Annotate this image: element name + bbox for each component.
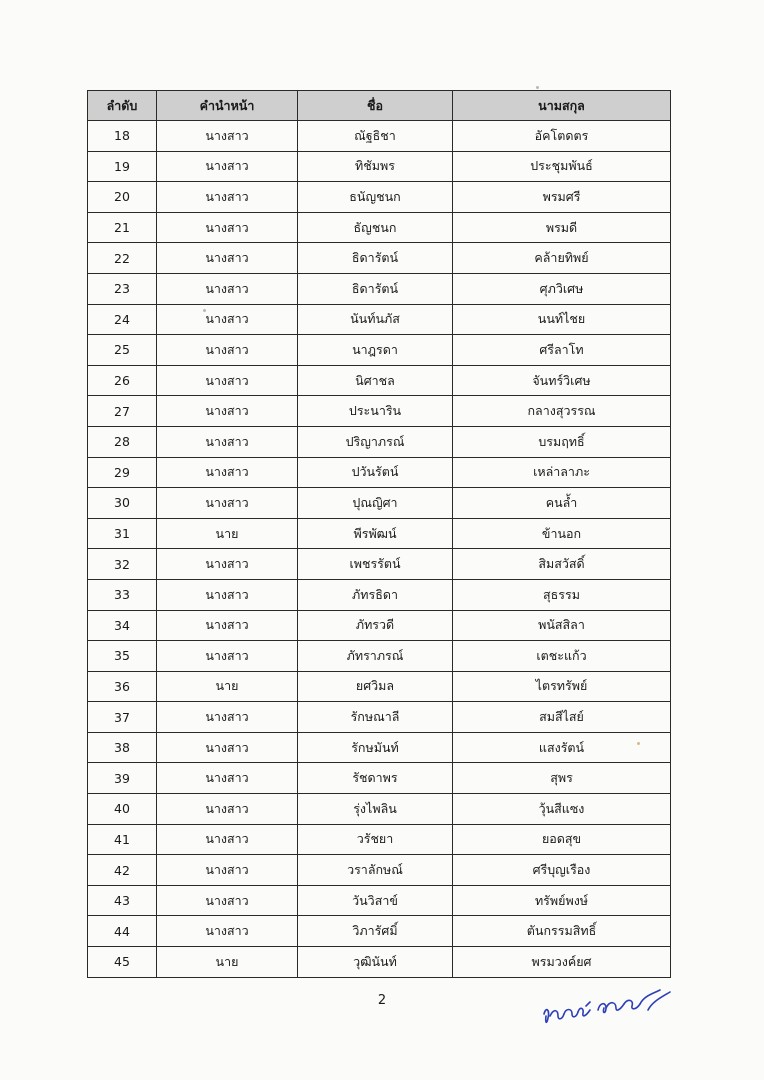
- row-order: 44: [88, 916, 157, 947]
- row-order: 41: [88, 824, 157, 855]
- row-prefix: นางสาว: [157, 702, 298, 733]
- header-prefix: คำนำหน้า: [157, 91, 298, 121]
- row-prefix: นางสาว: [157, 457, 298, 488]
- row-first-name: รัชดาพร: [298, 763, 453, 794]
- row-prefix: นางสาว: [157, 549, 298, 580]
- row-prefix: นาย: [157, 518, 298, 549]
- table-row: [88, 182, 671, 213]
- row-order: 36: [88, 671, 157, 702]
- table-header-row: [88, 91, 671, 121]
- row-order: 30: [88, 488, 157, 519]
- row-last-name: พรมวงค์ยศ: [453, 947, 671, 978]
- row-last-name: สมสีไสย์: [453, 702, 671, 733]
- table-row: [88, 610, 671, 641]
- scan-speck: [536, 86, 539, 89]
- row-order: 25: [88, 335, 157, 366]
- row-prefix: นางสาว: [157, 151, 298, 182]
- row-first-name: ธิดารัตน์: [298, 243, 453, 274]
- row-order: 43: [88, 885, 157, 916]
- row-order: 28: [88, 426, 157, 457]
- row-first-name: รักษมันท์: [298, 732, 453, 763]
- row-order: 35: [88, 641, 157, 672]
- table-body: [88, 121, 671, 978]
- row-order: 34: [88, 610, 157, 641]
- table-row: [88, 243, 671, 274]
- row-prefix: นางสาว: [157, 763, 298, 794]
- row-first-name: รุ่งไพลิน: [298, 794, 453, 825]
- row-last-name: สุพร: [453, 763, 671, 794]
- row-order: 27: [88, 396, 157, 427]
- row-prefix: นางสาว: [157, 243, 298, 274]
- handwritten-signature: [536, 980, 676, 1030]
- table-row: [88, 732, 671, 763]
- table-row: [88, 365, 671, 396]
- row-prefix: นาย: [157, 671, 298, 702]
- row-last-name: บรมฤทธิ์: [453, 426, 671, 457]
- row-last-name: ตันกรรมสิทธิ์: [453, 916, 671, 947]
- row-last-name: พรมศรี: [453, 182, 671, 213]
- row-prefix: นางสาว: [157, 304, 298, 335]
- row-last-name: จันทร์วิเศษ: [453, 365, 671, 396]
- row-order: 22: [88, 243, 157, 274]
- table-row: [88, 885, 671, 916]
- row-order: 19: [88, 151, 157, 182]
- page-number: 2: [377, 993, 387, 1008]
- row-order: 32: [88, 549, 157, 580]
- row-last-name: ไตรทรัพย์: [453, 671, 671, 702]
- row-order: 20: [88, 182, 157, 213]
- row-last-name: นนท์ไชย: [453, 304, 671, 335]
- row-order: 39: [88, 763, 157, 794]
- row-order: 33: [88, 579, 157, 610]
- row-prefix: นาย: [157, 947, 298, 978]
- table-row: [88, 824, 671, 855]
- row-last-name: เตชะแก้ว: [453, 641, 671, 672]
- table-row: [88, 702, 671, 733]
- row-prefix: นางสาว: [157, 916, 298, 947]
- row-order: 21: [88, 212, 157, 243]
- row-last-name: เหล่าลาภะ: [453, 457, 671, 488]
- row-last-name: ข้านอก: [453, 518, 671, 549]
- row-first-name: รักษณาลี: [298, 702, 453, 733]
- row-first-name: ยศวิมล: [298, 671, 453, 702]
- table-row: [88, 518, 671, 549]
- row-first-name: ปวันรัตน์: [298, 457, 453, 488]
- row-first-name: วรัชยา: [298, 824, 453, 855]
- row-last-name: แสงรัตน์: [453, 732, 671, 763]
- row-prefix: นางสาว: [157, 121, 298, 152]
- row-last-name: วุ้นสีแซง: [453, 794, 671, 825]
- row-prefix: นางสาว: [157, 365, 298, 396]
- row-prefix: นางสาว: [157, 182, 298, 213]
- row-last-name: ประชุมพันธ์: [453, 151, 671, 182]
- header-order: ลำดับ: [88, 91, 157, 121]
- row-first-name: ภัทราภรณ์: [298, 641, 453, 672]
- row-first-name: วิภารัศมิ์: [298, 916, 453, 947]
- row-last-name: พรมดี: [453, 212, 671, 243]
- row-last-name: กลางสุวรรณ: [453, 396, 671, 427]
- table-row: [88, 396, 671, 427]
- table-row: [88, 916, 671, 947]
- row-last-name: ศรีลาโท: [453, 335, 671, 366]
- table-row: [88, 273, 671, 304]
- row-prefix: นางสาว: [157, 885, 298, 916]
- table-row: [88, 671, 671, 702]
- row-first-name: ธนัญชนก: [298, 182, 453, 213]
- row-order: 26: [88, 365, 157, 396]
- row-last-name: ศรีบุญเรือง: [453, 855, 671, 886]
- row-prefix: นางสาว: [157, 824, 298, 855]
- row-order: 38: [88, 732, 157, 763]
- table-row: [88, 335, 671, 366]
- row-first-name: วราลักษณ์: [298, 855, 453, 886]
- row-order: 31: [88, 518, 157, 549]
- row-order: 45: [88, 947, 157, 978]
- row-prefix: นางสาว: [157, 579, 298, 610]
- row-last-name: ยอดสุข: [453, 824, 671, 855]
- table-row: [88, 457, 671, 488]
- table-row: [88, 151, 671, 182]
- row-first-name: ณัฐธิชา: [298, 121, 453, 152]
- table-row: [88, 488, 671, 519]
- row-last-name: พนัสสิลา: [453, 610, 671, 641]
- row-first-name: ภัทรวดี: [298, 610, 453, 641]
- row-order: 24: [88, 304, 157, 335]
- row-first-name: วุฒินันท์: [298, 947, 453, 978]
- header-last-name: นามสกุล: [453, 91, 671, 121]
- table-row: [88, 641, 671, 672]
- row-prefix: นางสาว: [157, 273, 298, 304]
- table-row: [88, 794, 671, 825]
- table-row: [88, 763, 671, 794]
- row-prefix: นางสาว: [157, 426, 298, 457]
- row-order: 18: [88, 121, 157, 152]
- row-prefix: นางสาว: [157, 335, 298, 366]
- row-first-name: ธัญชนก: [298, 212, 453, 243]
- row-first-name: นันท์นภัส: [298, 304, 453, 335]
- row-last-name: สุธรรม: [453, 579, 671, 610]
- row-first-name: ทิชัมพร: [298, 151, 453, 182]
- row-prefix: นางสาว: [157, 488, 298, 519]
- table-row: [88, 426, 671, 457]
- table-row: [88, 855, 671, 886]
- row-last-name: สิมสวัสดิ์: [453, 549, 671, 580]
- row-prefix: นางสาว: [157, 641, 298, 672]
- table-row: [88, 304, 671, 335]
- row-prefix: นางสาว: [157, 732, 298, 763]
- table-row: [88, 121, 671, 152]
- row-first-name: ปริญาภรณ์: [298, 426, 453, 457]
- row-last-name: ทรัพย์พงษ์: [453, 885, 671, 916]
- row-first-name: นาฎรดา: [298, 335, 453, 366]
- row-order: 29: [88, 457, 157, 488]
- row-order: 42: [88, 855, 157, 886]
- student-roster-table: [87, 90, 671, 978]
- row-first-name: พีรพัฒน์: [298, 518, 453, 549]
- row-order: 40: [88, 794, 157, 825]
- row-last-name: ศุภวิเศษ: [453, 273, 671, 304]
- row-first-name: เพชรรัตน์: [298, 549, 453, 580]
- row-prefix: นางสาว: [157, 396, 298, 427]
- row-first-name: ประนาริน: [298, 396, 453, 427]
- row-first-name: ธิดารัตน์: [298, 273, 453, 304]
- header-first-name: ชื่อ: [298, 91, 453, 121]
- row-last-name: คล้ายทิพย์: [453, 243, 671, 274]
- table-row: [88, 212, 671, 243]
- row-order: 37: [88, 702, 157, 733]
- row-prefix: นางสาว: [157, 855, 298, 886]
- table-row: [88, 947, 671, 978]
- row-order: 23: [88, 273, 157, 304]
- row-prefix: นางสาว: [157, 794, 298, 825]
- row-last-name: คนล้ำ: [453, 488, 671, 519]
- table-row: [88, 549, 671, 580]
- row-first-name: ปุณญิศา: [298, 488, 453, 519]
- row-last-name: อัคโตดตร: [453, 121, 671, 152]
- row-prefix: นางสาว: [157, 610, 298, 641]
- row-first-name: ภัทรธิดา: [298, 579, 453, 610]
- row-first-name: วันวิสาข์: [298, 885, 453, 916]
- table-row: [88, 579, 671, 610]
- row-first-name: นิศาชล: [298, 365, 453, 396]
- row-prefix: นางสาว: [157, 212, 298, 243]
